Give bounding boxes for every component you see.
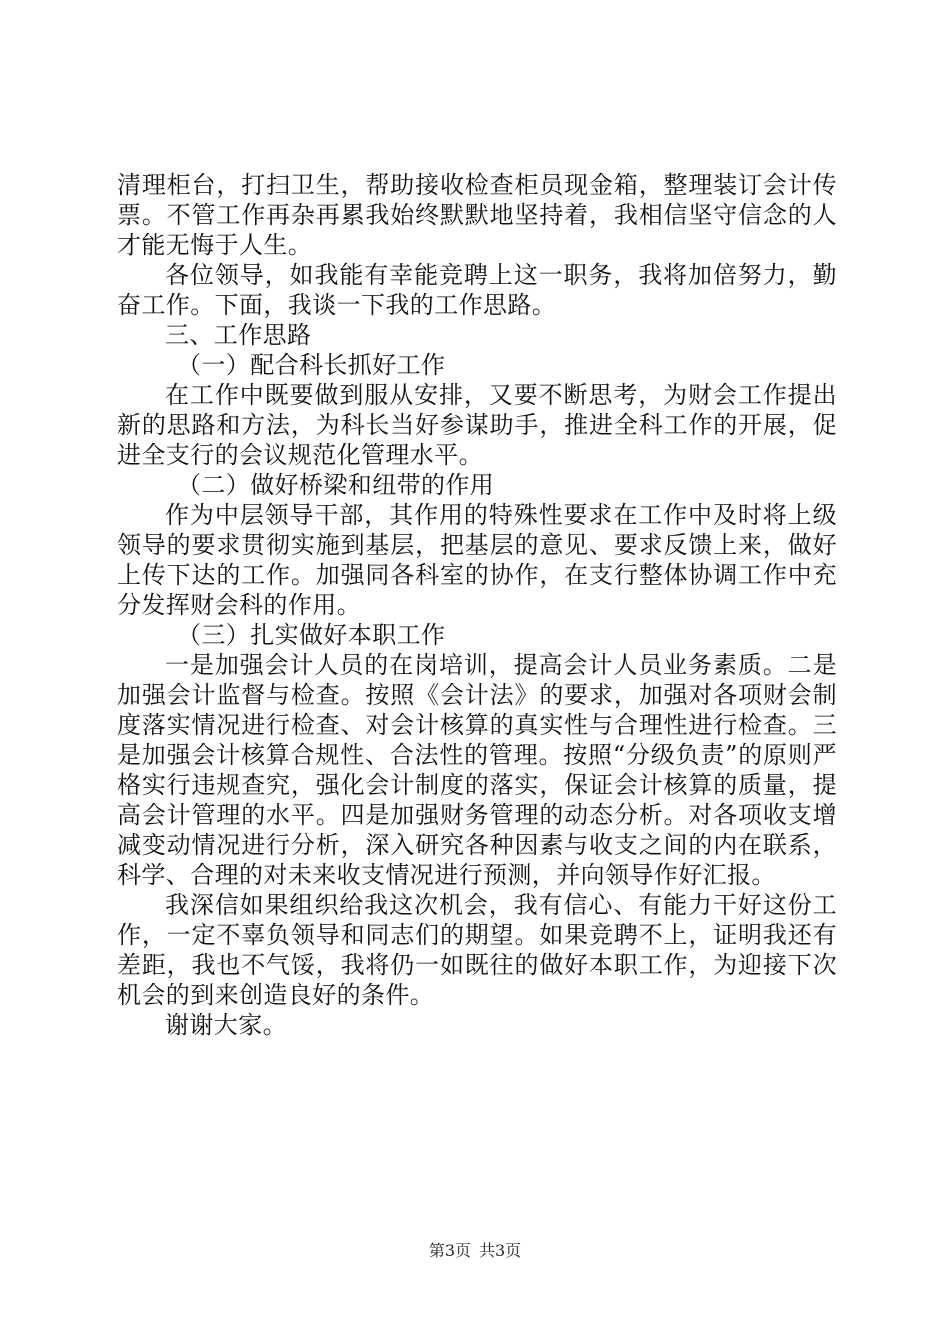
paragraph-duties: 清理柜台，打扫卫生，帮助接收检查柜员现金箱，整理装订会计传票。不管工作再杂再累我始终默默地坚持着，我相信坚守信念的人才能无悔于人生。 — [117, 171, 837, 259]
paragraph-assist-chief: 在工作中既要做到服从安排，又要不断思考，为财会工作提出新的思路和方法，为科长当好参谋助手，推进全科工作的开展，促进全支行的会议规范化管理水平。 — [117, 381, 837, 469]
paragraph-intro-plan: 各位领导，如我能有幸能竞聘上这一职务，我将加倍努力，勤奋工作。下面，我谈一下我的工作思路。 — [117, 261, 837, 319]
paragraph-thanks: 谢谢大家。 — [165, 1011, 287, 1039]
document-body — [117, 170, 837, 1040]
section-heading-work-plan: 三、工作思路 — [165, 321, 312, 349]
paragraph-bridge-role: 作为中层领导干部，其作用的特殊性要求在工作中及时将上级领导的要求贯彻实施到基层，把基层的意见、要求反馈上来，做好上传下达的工作。加强同各科室的协作，在支行整体协调工作中充分发挥财会科的作用。 — [117, 501, 837, 619]
paragraph-closing-pledge: 我深信如果组织给我这次机会，我有信心、有能力干好这份工作，一定不辜负领导和同志们的期望。如果竞聘不上，证明我还有差距，我也不气馁，我将仍一如既往的做好本职工作，为迎接下次机会的到来创造良好的条件。 — [117, 891, 837, 1009]
subsection-heading-1: （一）配合科长抓好工作 — [177, 351, 446, 379]
paragraph-core-duties: 一是加强会计人员的在岗培训，提高会计人员业务素质。二是加强会计监督与检查。按照《会计法》的要求，加强对各项财会制度落实情况进行检查、对会计核算的真实性与合理性进行检查。三是加强会计核算合规性、合法性的管理。按照“分级负责”的原则严格实行违规查究，强化会计制度的落实，保证会计核算的质量，提高会计管理的水平。四是加强财务管理的动态分析。对各项收支增减变动情况进行分析，深入研究各种因素与收支之间的内在联系，科学、合理的对未来收支情况进行预测，并向领导作好汇报。 — [117, 651, 837, 889]
page-number-total: 共3页 — [479, 1241, 522, 1260]
subsection-heading-3: （三）扎实做好本职工作 — [177, 621, 446, 649]
subsection-heading-2: （二）做好桥梁和纽带的作用 — [177, 471, 495, 499]
page-number-current: 第3页 — [428, 1241, 471, 1260]
page-footer — [0, 1241, 950, 1261]
